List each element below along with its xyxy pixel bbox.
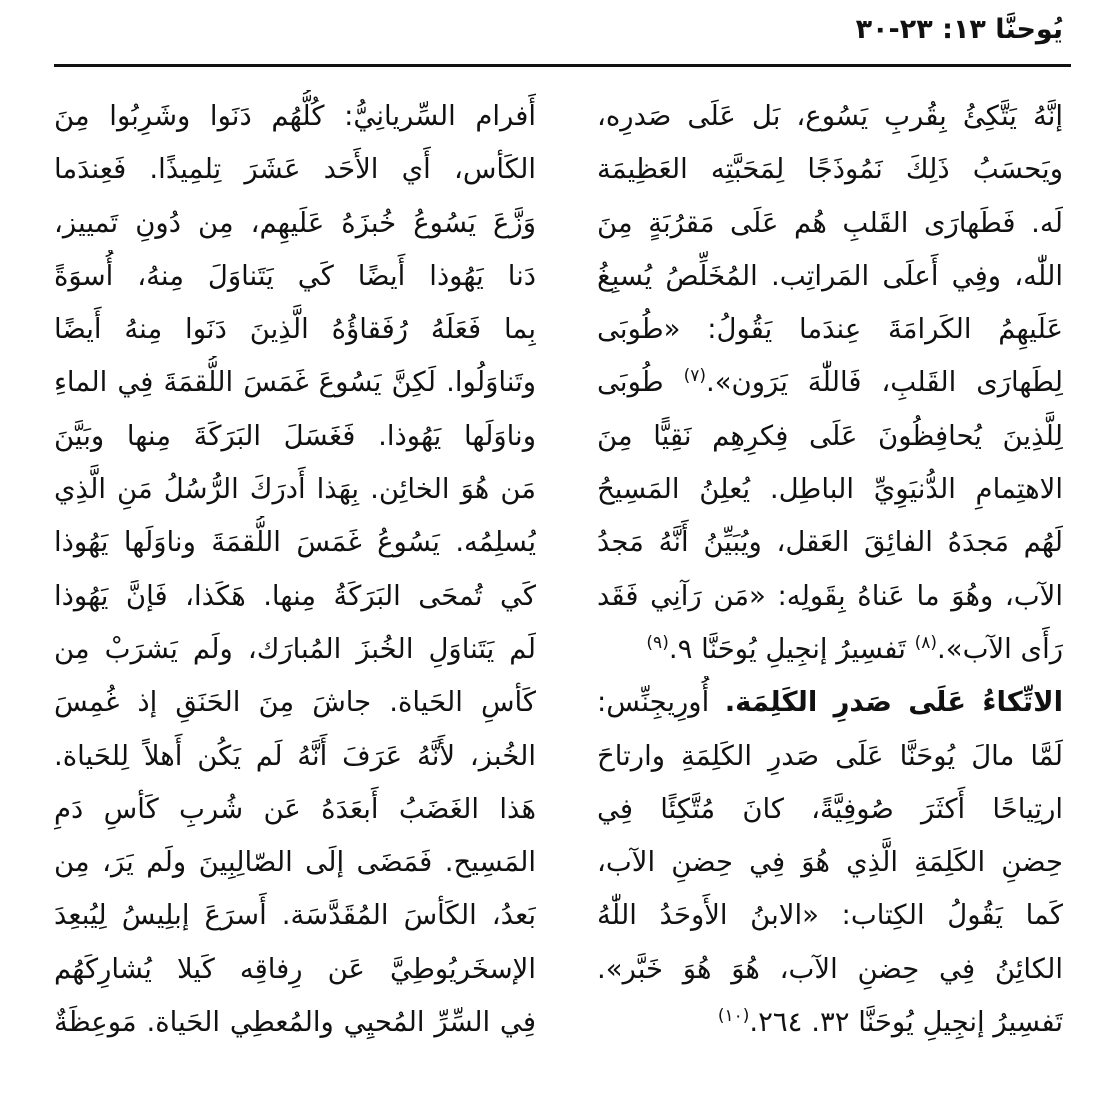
line-text: حِضنِ الكَلِمَةِ الَّذِي هُوَ فِي حِضنِ الآب، (597, 846, 1063, 879)
text-line (597, 143, 1063, 196)
line-text: كَأسِ الحَياة. جاشَ مِنَ الحَنَقِ إذ غُمِسَ (54, 686, 536, 719)
text-line (54, 250, 536, 303)
text-line (597, 730, 1063, 783)
line-text: رَأَى الآب». (937, 632, 1063, 665)
line-text: فِي السِّرِّ المُحيِي والمُعطِي الحَياة. مَوعِظَةٌ (54, 1006, 536, 1039)
text-line (597, 197, 1063, 250)
text-line (597, 943, 1063, 996)
text-line (597, 303, 1063, 356)
text-line (54, 623, 536, 676)
line-text: الكائِنُ فِي حِضنِ الآب، هُوَ هُوَ خَبَّر». (597, 952, 1063, 985)
text-line (54, 90, 536, 143)
section-heading: الاتِّكاءُ عَلَى صَدرِ الكَلِمَة. (724, 686, 1063, 719)
line-text: لَمَّا مالَ يُوحَنَّا عَلَى صَدرِ الكَلِمَةِ وارتاحَ (597, 739, 1063, 772)
text-line (597, 463, 1063, 516)
line-text: لِطَهارَى القَلبِ، فَاللّٰهَ يَرَون». (705, 366, 1063, 399)
text-column-left (54, 90, 536, 1049)
text-line (597, 410, 1063, 463)
text-line (54, 410, 536, 463)
line-text: لَهُم مَجدَهُ الفائِقَ العَقل، ويُبَيِّنُ أَنَّهُ مَجدُ (597, 526, 1063, 559)
text-line (54, 516, 536, 569)
line-text: ارتِياحًا أَكثَرَ صُوفِيَّةً، كانَ مُتَّكِئًا فِي (597, 792, 1063, 825)
line-text: الاهتِمامِ الدُّنيَوِيِّ الباطِل. يُعلِنُ المَسِيحُ (597, 473, 1063, 506)
text-line (597, 90, 1063, 143)
text-line (597, 889, 1063, 942)
line-text: بِما فَعَلَهُ رُفَقاؤُهُ الَّذِينَ دَنَوا مِنهُ أَيضًا (54, 313, 536, 346)
text-line (54, 356, 536, 409)
line-text: كَما يَقُولُ الكِتاب: «الابنُ الأَوحَدُ اللّٰهُ (597, 899, 1063, 932)
line-text: الآب، وهُوَ ما عَناهُ بِقَولِه: «مَن رَآنِي فَقَد (597, 579, 1063, 612)
line-text: وَزَّعَ يَسُوعُ خُبزَهُ عَلَيهِم، مِن دُونِ تَمييز، (54, 206, 536, 239)
header-rule (54, 64, 1071, 67)
text-line (597, 623, 1063, 676)
line-text: لِلَّذِينَ يُحافِظُونَ عَلَى فِكرِهِم نَقِيًّا مِنَ (597, 419, 1063, 452)
text-line (597, 250, 1063, 303)
text-column-right (597, 90, 1063, 1049)
text-line (54, 996, 536, 1049)
line-text: تَفسِيرُ إنجِيلِ يُوحَنَّا ٩. (668, 632, 915, 665)
line-text: لَه. فَطَهارَى القَلبِ هُم عَلَى مَقرُبَةٍ مِنَ (597, 206, 1063, 239)
footnote-marker: (٧) (683, 366, 706, 387)
text-line (54, 783, 536, 836)
line-text: تَفسِيرُ إنجِيلِ يُوحَنَّا ٣٢. ٢٦٤. (749, 1006, 1063, 1039)
line-text: عَلَيهِمُ الكَرامَةَ عِندَما يَقُولُ: «طُوبَى (597, 313, 1063, 346)
text-line (54, 943, 536, 996)
line-text: وتَناوَلُوا. لَكِنَّ يَسُوعَ غَمَسَ اللُّقمَةَ فِي الماءِ (54, 366, 536, 399)
line-text: كَي تُمحَى البَرَكَةُ مِنها. هَكَذا، فَإنَّ يَهُوذا (54, 579, 536, 612)
line-text: طُوبَى (597, 366, 684, 399)
line-text: يُسلِمُه. يَسُوعُ غَمَسَ اللُّقمَةَ وناوَلَها يَهُوذا (54, 526, 536, 559)
line-text: أَفرام السِّريانِيُّ: كُلُّهُم دَنَوا وشَرِبُوا مِنَ (54, 100, 536, 132)
line-text: لَم يَتَناوَلِ الخُبزَ المُبارَك، ولَم يَشرَبْ مِن (54, 632, 536, 665)
line-text: إنَّهُ يَتَّكِئُ بِقُربِ يَسُوع، بَل عَلَى صَدرِه، (597, 100, 1063, 132)
line-text: اللّٰه، وفِي أَعلَى المَراتِب. المُخَلِّصُ يُسبِغُ (597, 259, 1063, 292)
footnote-marker: (٩) (646, 632, 669, 653)
line-text: الإسخَريُوطِيَّ عَن رِفاقِه كَيلا يُشارِكَهُم (54, 952, 536, 985)
footnote-marker: (١٠) (717, 1005, 750, 1026)
text-line (597, 676, 1063, 729)
text-line (597, 570, 1063, 623)
line-text: الخُبز، لأَنَّهُ عَرَفَ أَنَّهُ لَم يَكُن أَهلاً لِلحَياة. (54, 739, 536, 772)
line-text: الكَأس، أَي الأَحَد عَشَرَ تِلمِيذًا. فَعِندَما (54, 153, 536, 186)
text-line (54, 570, 536, 623)
line-text: بَعدُ، الكَأسَ المُقَدَّسَة. أَسرَعَ إبلِيسُ لِيُبعِدَ (54, 899, 536, 932)
line-text: دَنا يَهُوذا أَيضًا كَي يَتَناوَلَ مِنهُ، أُسوَةً (54, 259, 536, 292)
text-line (54, 143, 536, 196)
text-line (54, 730, 536, 783)
text-line (597, 996, 1063, 1049)
text-line (597, 783, 1063, 836)
line-text: وناوَلَها يَهُوذا. فَغَسَلَ البَرَكَةَ مِنها وبَيَّنَ (54, 419, 536, 452)
text-line (54, 676, 536, 729)
footnote-marker: (٨) (914, 632, 938, 653)
line-text: هَذا الغَضَبُ أَبعَدَهُ عَن شُربِ كَأسِ دَمِ (54, 792, 536, 825)
text-line (597, 836, 1063, 889)
running-header: يُوحنَّا ١٣: ٢٣-٣٠ (855, 14, 1063, 45)
text-line (54, 889, 536, 942)
text-line (54, 197, 536, 250)
text-line (597, 516, 1063, 569)
text-line (54, 303, 536, 356)
text-line (597, 356, 1063, 409)
line-text: أُورِيجِنِّس: (597, 686, 725, 719)
line-text: مَن هُوَ الخائِن. بِهَذا أَدرَكَ الرُّسُلُ مَنِ الَّذِي (54, 473, 536, 506)
text-line (54, 463, 536, 516)
text-line (54, 836, 536, 889)
line-text: ويَحسَبُ ذَلِكَ نَمُوذَجًا لِمَحَبَّتِه العَظِيمَة (597, 153, 1063, 186)
line-text: المَسِيح. فَمَضَى إلَى الصّالِبِينَ ولَم يَرَ، مِن (54, 846, 536, 879)
